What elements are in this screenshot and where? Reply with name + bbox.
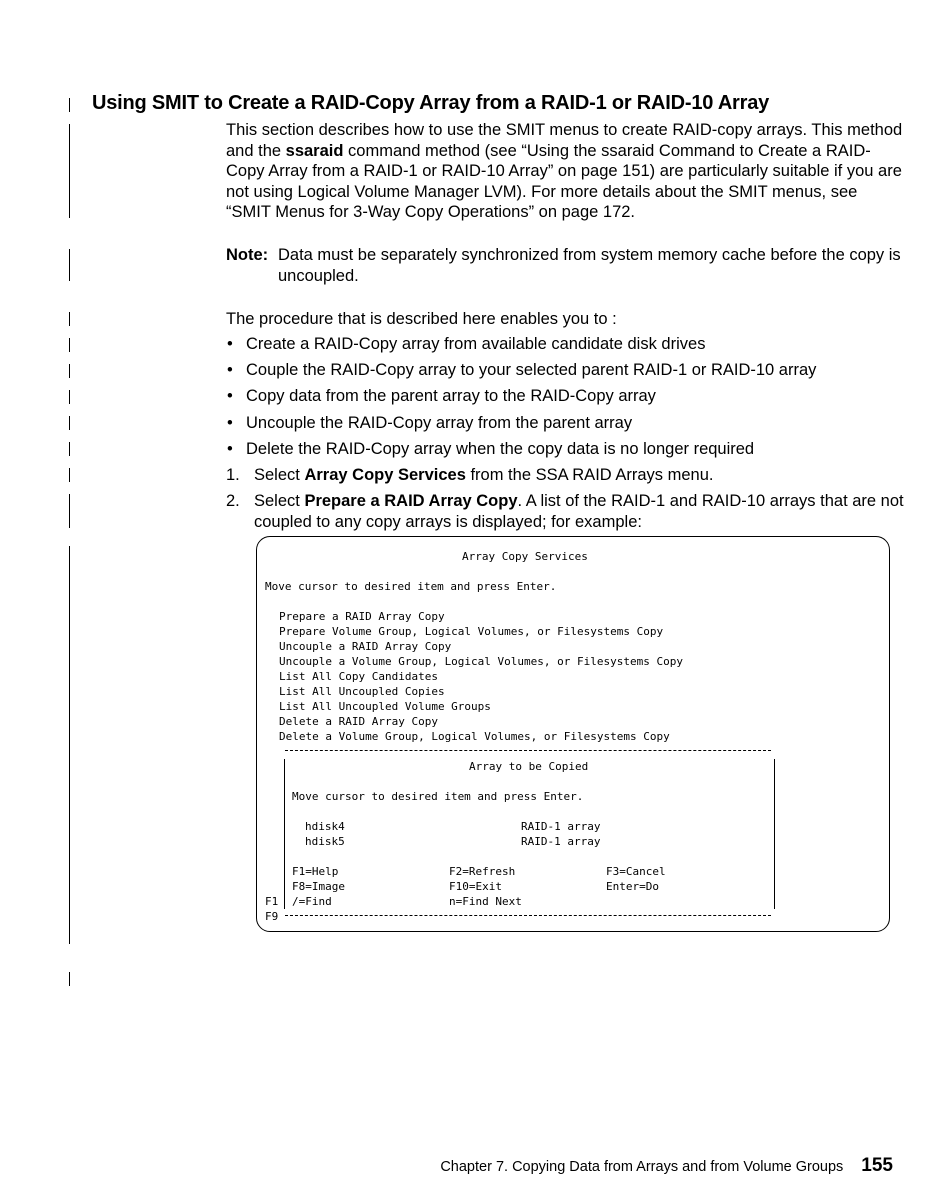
change-bar bbox=[69, 338, 70, 352]
note bbox=[226, 245, 906, 286]
disk-name: hdisk4 bbox=[305, 820, 345, 833]
change-bar bbox=[69, 468, 70, 482]
popup-instruction: Move cursor to desired item and press Enter. bbox=[292, 790, 584, 803]
step-number: 2. bbox=[226, 492, 240, 511]
change-bar bbox=[69, 972, 70, 986]
procedure-steps bbox=[226, 465, 906, 538]
menu-item: List All Copy Candidates bbox=[279, 670, 438, 683]
section-heading: Using SMIT to Create a RAID-Copy Array from a RAID-1 or RAID-10 Array bbox=[92, 92, 770, 114]
popup-border-bottom bbox=[285, 915, 771, 916]
list-item: • Uncouple the RAID-Copy array from the parent array bbox=[226, 413, 816, 434]
popup-border-top bbox=[285, 750, 771, 751]
page-footer bbox=[440, 1155, 893, 1177]
note-label: Note: bbox=[226, 246, 269, 264]
disk-type: RAID-1 array bbox=[521, 835, 601, 848]
menu-item: List All Uncoupled Copies bbox=[279, 685, 445, 698]
page-number: 155 bbox=[861, 1155, 893, 1176]
function-key: n=Find Next bbox=[449, 895, 522, 908]
behind-key-label: F9 bbox=[265, 910, 279, 923]
disk-name: hdisk5 bbox=[305, 835, 345, 848]
screen-title: Array Copy Services bbox=[462, 550, 588, 563]
command-name: ssaraid bbox=[285, 141, 344, 160]
function-key: F1=Help bbox=[292, 865, 339, 878]
function-key: /=Find bbox=[292, 895, 332, 908]
change-bar bbox=[69, 124, 70, 218]
function-key: F10=Exit bbox=[449, 880, 502, 893]
disk-type: RAID-1 array bbox=[521, 820, 601, 833]
screen-instruction: Move cursor to desired item and press Enter. bbox=[265, 580, 557, 593]
note-text: Data must be separately synchronized from system memory cache before the copy is uncoupled. bbox=[278, 246, 901, 285]
change-bar bbox=[69, 416, 70, 430]
function-key: Enter=Do bbox=[606, 880, 659, 893]
popup-border-left bbox=[284, 759, 285, 909]
change-bar bbox=[69, 442, 70, 456]
menu-item: Delete a Volume Group, Logical Volumes, or Filesystems Copy bbox=[279, 730, 670, 743]
list-item: • Create a RAID-Copy array from available candidate disk drives bbox=[226, 334, 816, 355]
smit-screen-example bbox=[256, 536, 890, 932]
change-bar bbox=[69, 98, 70, 112]
popup-title: Array to be Copied bbox=[469, 760, 589, 773]
menu-item: Prepare a RAID Array Copy bbox=[279, 610, 445, 623]
list-item: • Copy data from the parent array to the RAID-Copy array bbox=[226, 386, 816, 407]
step-number: 1. bbox=[226, 466, 240, 484]
menu-item: Uncouple a Volume Group, Logical Volumes, or Filesystems Copy bbox=[279, 655, 683, 668]
change-bar bbox=[69, 364, 70, 378]
step-item: 1. Select Array Copy Services from the SSA RAID Arrays menu. bbox=[226, 466, 714, 484]
list-item: • Couple the RAID-Copy array to your selected parent RAID-1 or RAID-10 array bbox=[226, 360, 816, 381]
function-key: F3=Cancel bbox=[606, 865, 666, 878]
change-bar bbox=[69, 312, 70, 326]
procedure-bullets bbox=[226, 334, 816, 465]
menu-item: Uncouple a RAID Array Copy bbox=[279, 640, 452, 653]
step-item: 2. Select Prepare a RAID Array Copy. A list of the RAID-1 and RAID-10 arrays that are not coupled to any copy arrays is displayed; for example: bbox=[226, 492, 904, 531]
chapter-title: Chapter 7. Copying Data from Arrays and from Volume Groups bbox=[440, 1159, 844, 1175]
function-key: F8=Image bbox=[292, 880, 345, 893]
change-bar bbox=[69, 249, 70, 281]
change-bar bbox=[69, 494, 70, 528]
menu-option-name: Array Copy Services bbox=[304, 466, 466, 484]
change-bar bbox=[69, 390, 70, 404]
behind-key-label: F1 bbox=[265, 895, 279, 908]
popup-border-right bbox=[774, 759, 775, 909]
menu-item: Prepare Volume Group, Logical Volumes, or Filesystems Copy bbox=[279, 625, 664, 638]
intro-paragraph: This section describes how to use the SMIT menus to create RAID-copy arrays. This method and the ssaraid command method (see “Using the ssaraid Command to Create a RAID-Copy Array from a RAID-1 or RAID-10 Array” on page 151) are particularly suitable if you are not using Logical Volume Manager LVM). For more details about the SMIT menus, see “SMIT Menus for 3-Way Copy Operations” on page 172. bbox=[226, 121, 903, 222]
change-bar bbox=[69, 546, 70, 944]
function-key: F2=Refresh bbox=[449, 865, 516, 878]
list-item: • Delete the RAID-Copy array when the copy data is no longer required bbox=[226, 439, 816, 460]
procedure-intro: The procedure that is described here enables you to : bbox=[226, 310, 617, 328]
menu-item: Delete a RAID Array Copy bbox=[279, 715, 438, 728]
menu-item: List All Uncoupled Volume Groups bbox=[279, 700, 491, 713]
menu-option-name: Prepare a RAID Array Copy bbox=[304, 492, 518, 511]
